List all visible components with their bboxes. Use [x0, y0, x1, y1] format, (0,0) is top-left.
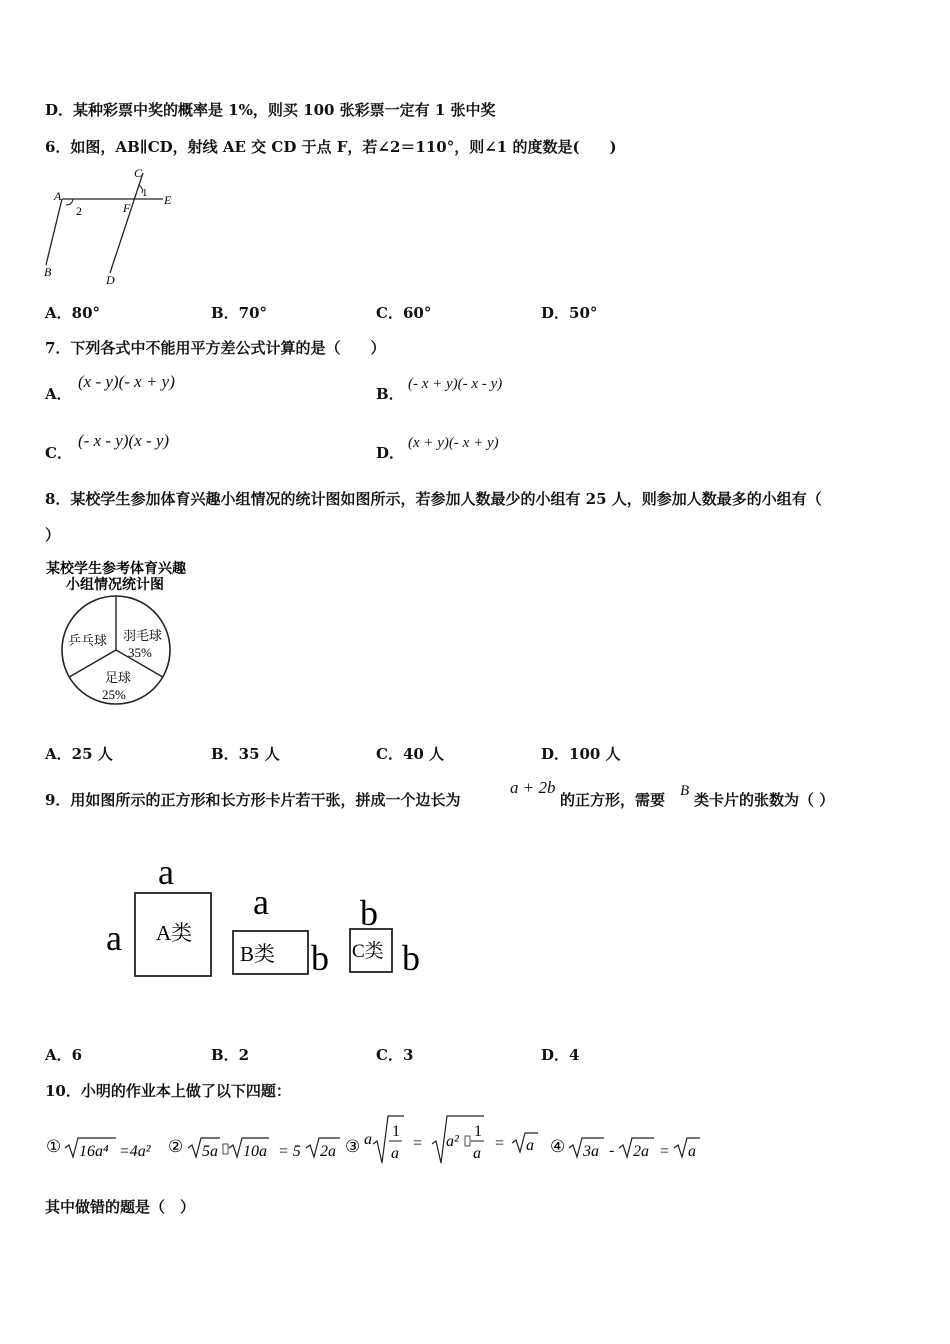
q6-label-e: E: [164, 193, 172, 207]
q9-option-c: C．3: [376, 1046, 414, 1064]
q8-stem-end: ）: [45, 526, 61, 544]
q6-label-d: D: [106, 273, 115, 287]
q7-option-a-letter: A．: [45, 385, 72, 403]
q6-option-a: A．80°: [45, 304, 101, 322]
q9-option-a: A．6: [45, 1046, 83, 1064]
q10-e4-result: a: [688, 1143, 696, 1160]
q6-option-d: D．50°: [541, 304, 598, 322]
q10-e2-result-radicand: 2a: [320, 1143, 336, 1160]
q7-option-b-expr: (- x + y)(- x - y): [408, 376, 503, 392]
q6-label-b: B: [44, 265, 52, 279]
q10-num-3: ③: [345, 1137, 361, 1156]
q10-e1-result: =4a²: [119, 1143, 151, 1160]
q10-e2-result: = 5: [278, 1143, 301, 1160]
q8-chart-title-2: 小组情况统计图: [66, 578, 164, 593]
q7-option-b-letter: B．: [376, 385, 404, 403]
q10-e3-coef: a: [364, 1131, 372, 1148]
q10-e3-eq-2: =: [495, 1135, 505, 1152]
q6-label-a: A: [54, 189, 62, 203]
q10-e3-radicand-2: a²: [446, 1133, 459, 1150]
q9-card-b-top: a: [253, 882, 269, 922]
q10-e4-radicand-1: 3a: [583, 1143, 599, 1160]
q10-e4-minus: -: [609, 1142, 615, 1159]
q9-option-d: D．4: [541, 1046, 580, 1064]
q8-slice-badminton: 羽毛球: [123, 628, 163, 643]
q10-e2-radicand-2: 10a: [243, 1143, 267, 1160]
q7-option-a-expr: (x - y)(- x + y): [78, 372, 175, 391]
q10-e4-eq: =: [660, 1143, 670, 1160]
q10-e3-den-2: a: [473, 1145, 481, 1162]
q10-stem: 10．小明的作业本上做了以下四题：: [45, 1082, 291, 1100]
q6-label-one: 1: [142, 187, 148, 199]
q8-pie-chart: [40, 558, 220, 718]
q9-card-a-label: A类: [156, 921, 193, 945]
q8-option-c: C．40 人: [376, 745, 445, 763]
q7-option-c-letter: C．: [45, 444, 72, 462]
q8-stem: 8．某校学生参加体育兴趣小组情况的统计图如图所示，若参加人数最少的小组有 25 人，则参加人数最多的小组有（: [45, 490, 822, 508]
q10-e3-num-2: 1: [474, 1123, 482, 1140]
q8-option-d: D．100 人: [541, 745, 621, 763]
q8-slice-pingpong: 乒乓球: [68, 633, 108, 648]
q9-card-a-left: a: [106, 918, 122, 958]
q10-footer: 其中做错的题是（ ）: [45, 1198, 196, 1216]
q9-card-a-top: a: [158, 852, 174, 892]
q9-card-b-label: B类: [240, 942, 276, 966]
q9-stem-pre: 9．用如图所示的正方形和长方形卡片若干张，拼成一个边长为: [45, 791, 461, 809]
q9-side-expr: a + 2b: [510, 778, 556, 797]
q8-option-a: A．25 人: [45, 745, 113, 763]
q6-label-two: 2: [76, 204, 82, 218]
q5-option-d: D．某种彩票中奖的概率是 1%，则买 100 张彩票一定有 1 张中奖: [45, 101, 496, 119]
q10-e3-eq: =: [413, 1135, 423, 1152]
q9-card-c-label: C类: [352, 941, 384, 962]
q8-slice-badminton-pct: 35%: [128, 645, 152, 660]
q10-e3-result: a: [526, 1137, 534, 1154]
q7-option-c-expr: (- x - y)(x - y): [78, 431, 170, 450]
q6-stem: 6．如图，AB∥CD，射线 AE 交 CD 于点 F，若∠2＝110°，则∠1 的度数是( ): [45, 138, 617, 156]
q8-slice-football-pct: 25%: [102, 687, 126, 702]
q9-card-b: B: [680, 783, 690, 799]
q6-option-c: C．60°: [376, 304, 432, 322]
q7-stem: 7．下列各式中不能用平方差公式计算的是（ ）: [45, 339, 386, 357]
q9-card-c-top: b: [360, 893, 378, 933]
q8-chart-title-1: 某校学生参考体育兴趣: [46, 562, 186, 577]
q7-option-d-expr: (x + y)(- x + y): [408, 435, 499, 451]
q6-figure: [40, 165, 190, 290]
q10-e2-radicand-1: 5a: [202, 1143, 218, 1160]
q10-e3-num: 1: [392, 1123, 400, 1140]
q10-e1-radicand: 16a⁴: [79, 1143, 109, 1160]
q10-expressions: [42, 1110, 722, 1170]
q9-card-b-right: b: [311, 938, 329, 978]
q9-option-b: B．2: [211, 1046, 250, 1064]
q8-slice-football: 足球: [105, 670, 132, 685]
q9-stem-post: 类卡片的张数为（ ）: [694, 791, 835, 809]
q9-card-c-right: b: [402, 938, 420, 978]
q6-label-f: F: [123, 201, 131, 215]
q6-label-c: C: [134, 166, 143, 180]
q9-stem-mid: 的正方形，需要: [560, 791, 666, 809]
q10-e4-radicand-2: 2a: [633, 1143, 649, 1160]
q10-num-1: ①: [46, 1137, 62, 1156]
q9-cards-figure: [100, 850, 440, 985]
q6-option-b: B．70°: [211, 304, 268, 322]
q10-num-4: ④: [550, 1137, 566, 1156]
q10-e3-den: a: [391, 1145, 399, 1162]
q8-option-b: B．35 人: [211, 745, 280, 763]
q7-option-d-letter: D．: [376, 444, 405, 462]
q10-num-2: ②: [168, 1137, 184, 1156]
